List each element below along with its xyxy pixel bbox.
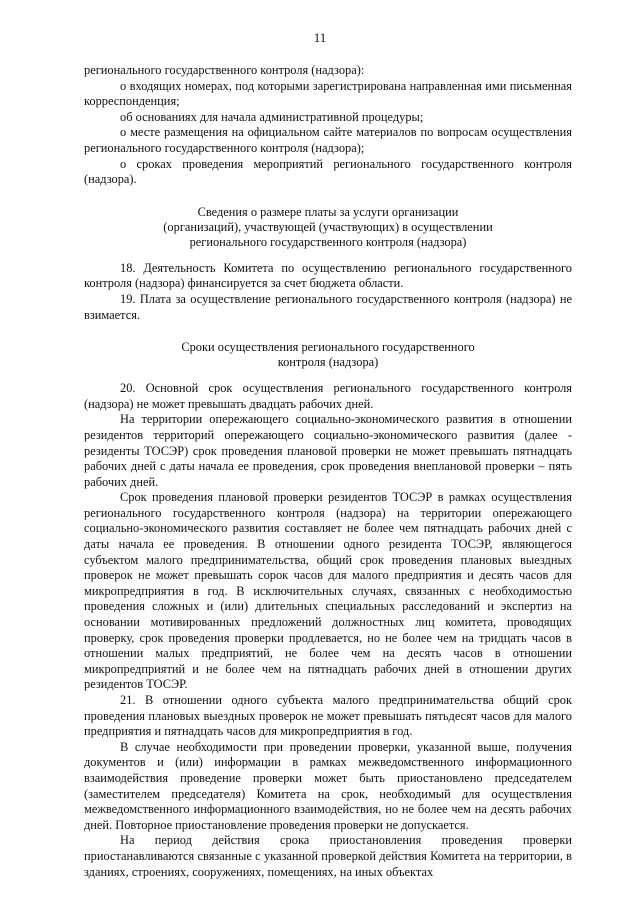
- spacer: [84, 250, 572, 261]
- section-heading-terms: [84, 340, 572, 370]
- paragraph: о входящих номерах, под которыми зарегистрирована направленная ими письменная корреспонденция;: [84, 78, 572, 109]
- heading-line: регионального государственного контроля (надзора): [189, 234, 467, 249]
- paragraph: Срок проведения плановой проверки резидентов ТОСЭР в рамках осуществления регионального государственного контроля (надзора) на территории опережающего социально-экономического развития составляет не более чем пятнадцать рабочих дней с даты начала ее проведения. В отношении одного резидента ТОСЭР, являющегося субъектом малого предпринимательства, общий срок проведения плановых выездных проверок не может превышать сорок часов для малого предприятия и десять часов для микропредприятия в год. В исключительных случаях, связанных с необходимостью проведения сложных и (или) длительных специальных расследований и экспертиз на основании мотивированных предложений должностных лиц комитета, проводящих проверку, срок проведения проверки продлевается, но не более чем на тридцать часов в отношении малых предприятий, не более чем на десять часов в отношении микропредприятий и не более чем на пятнадцать рабочих дней в отношении других резидентов ТОСЭР.: [84, 490, 572, 692]
- heading-line: Сроки осуществления регионального государственного: [181, 340, 475, 355]
- page-number: 11: [313, 30, 327, 45]
- paragraph: об основаниях для начала административной процедуры;: [120, 109, 424, 124]
- spacer: [84, 370, 572, 381]
- paragraph: На период действия срока приостановления проведения проверки приостанавливаются связанные с указанной проверкой действия Комитета на территории, в зданиях, строениях, сооружениях, помещениях, на иных объектах: [84, 833, 572, 879]
- paragraph: 21. В отношении одного субъекта малого предпринимательства общий срок проведения плановых выездных проверок не может превышать пятьдесят часов для малого предприятия и пятнадцать часов для микропредприятия в год.: [84, 693, 572, 739]
- paragraph: На территории опережающего социально-экономического развития в отношении резидентов территорий опережающего социально-экономического развития (далее - резиденты ТОСЭР) срок проведения плановой проверки не может превышать пятнадцать рабочих дней с даты начала ее проведения, срок проведения внеплановой проверки – пять рабочих дней.: [84, 412, 572, 489]
- paragraph: регионального государственного контроля (надзора):: [84, 63, 365, 77]
- heading-line: Сведения о размере платы за услуги организации: [197, 204, 459, 219]
- document-body: [84, 63, 572, 880]
- paragraph: о месте размещения на официальном сайте материалов по вопросам осуществления регионального государственного контроля (надзора);: [84, 125, 572, 155]
- paragraph: 20. Основной срок осуществления регионального государственного контроля (надзора) не может превышать двадцать рабочих дней.: [84, 381, 572, 411]
- paragraph: 19. Плата за осуществление регионального государственного контроля (надзора) не взимается.: [84, 291, 572, 322]
- paragraph: о сроках проведения мероприятий регионального государственного контроля (надзора).: [84, 156, 572, 187]
- spacer: [84, 323, 572, 340]
- heading-line: контроля (надзора): [277, 355, 379, 370]
- spacer: [84, 188, 572, 205]
- section-heading-fees: [84, 205, 572, 250]
- heading-line: (организаций), участвующей (участвующих) в осуществлении: [163, 219, 493, 234]
- paragraph: 18. Деятельность Комитета по осуществлению регионального государственного контроля (надзора) финансируется за счет бюджета области.: [84, 260, 572, 291]
- paragraph: В случае необходимости при проведении проверки, указанной выше, получения документов и (или) информации в рамках межведомственного информационного взаимодействия проведение проверки может быть приостановлено председателем (заместителем председателя) Комитета на срок, необходимый для осуществления межведомственного информационного взаимодействия, но не более чем на десять рабочих дней. Повторное приостановление проведения проверки не допускается.: [84, 739, 572, 832]
